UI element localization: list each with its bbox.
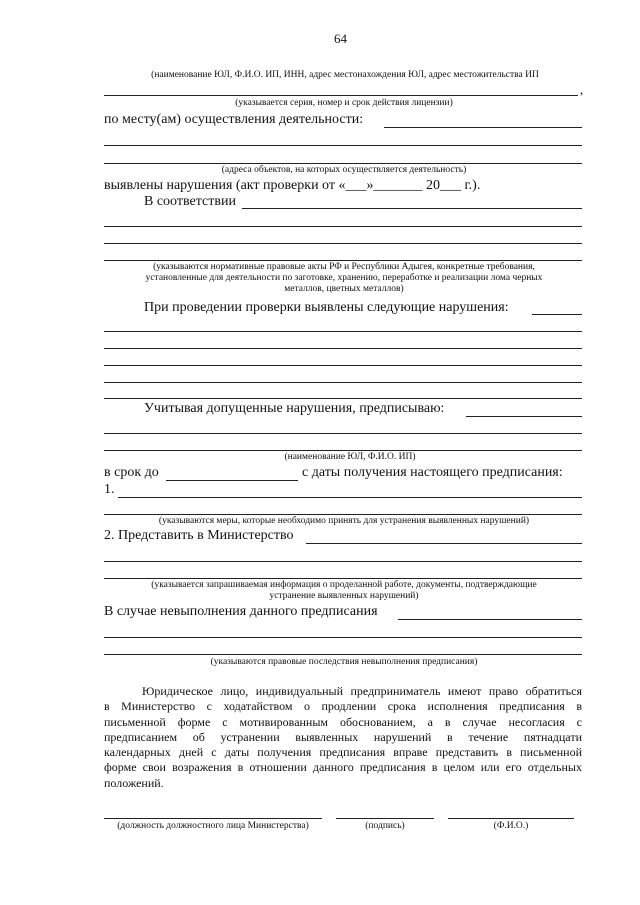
deadline-prefix: в срок до (104, 465, 159, 480)
item-1-label: 1. (104, 482, 115, 497)
caption-objects: (адреса объектов, на которых осуществляется деятельность) (221, 165, 467, 175)
rights-line-4: предписанием об устранении выявленных нарушений в течение пятнадцати (104, 729, 582, 744)
noncompliance-field-line-3[interactable] (104, 654, 582, 655)
prescribe-field-line-2[interactable] (104, 433, 582, 434)
inspection-field-line-2[interactable] (104, 331, 582, 332)
item-2-field-line-3[interactable] (104, 578, 582, 579)
rights-line-3: письменной форме с мотивированным обоснованием, а в случае несогласия с (104, 714, 582, 729)
place-field-line-2[interactable] (104, 145, 582, 146)
inspection-field-line-6[interactable] (104, 398, 582, 399)
accordance-field-line-2[interactable] (104, 226, 582, 227)
item-2-field-line-2[interactable] (104, 561, 582, 562)
caption-acts-3: металлов, цветных металлов) (284, 284, 404, 294)
inspection-field-line-1[interactable] (532, 314, 582, 315)
caption-measures: (указываются меры, которые необходимо принять для устранения выявленных нарушений) (158, 516, 530, 526)
rights-line-7: положений. (104, 775, 164, 790)
accordance-field-line-3[interactable] (104, 243, 582, 244)
deadline-date-field[interactable] (166, 480, 298, 481)
signature-sign-line[interactable] (336, 818, 434, 819)
caption-acts-1: (указываются нормативные правовые акты РФ и Республики Адыгея, конкретные требования, (153, 262, 535, 272)
signature-position-line[interactable] (104, 818, 322, 819)
caption-info-2: устранение выявленных нарушений) (269, 591, 419, 601)
rights-line-5: календарных дней с даты получения предписания вправе представить в письменной (104, 745, 582, 760)
place-label: по месту(ам) осуществления деятельности: (104, 112, 364, 127)
caption-acts-2: установленные для деятельности по заготовке, хранению, переработке и реализации лома черных (145, 273, 543, 283)
caption-signature-name: (Ф.И.О.) (493, 821, 529, 831)
prescribe-field-line-1[interactable] (466, 416, 582, 417)
rights-line-1: Юридическое лицо, индивидуальный предприниматель имеют право обратиться (142, 684, 582, 698)
place-field-line-3[interactable] (104, 163, 582, 164)
caption-signature: (подпись) (365, 821, 405, 831)
rights-line-6: форме свои возражения в отношении данного предписания в целом или его отдельных (104, 760, 582, 775)
caption-organization: (наименование ЮЛ, Ф.И.О. ИП, ИНН, адрес местонахождения ЮЛ, адрес местожительства ИП (151, 70, 539, 80)
inspection-field-line-4[interactable] (104, 365, 582, 366)
item-2-field-line-1[interactable] (306, 543, 582, 544)
noncompliance-field-line-2[interactable] (104, 637, 582, 638)
accordance-field-line-4[interactable] (104, 260, 582, 261)
caption-info-1: (указывается запрашиваемая информация о проделанной работе, документы, подтверждающие (151, 580, 537, 590)
item-2-label: 2. Представить в Министерство (104, 528, 294, 543)
accordance-field-line-1[interactable] (242, 208, 582, 209)
page-number: 64 (334, 31, 347, 46)
signature-name-line[interactable] (448, 818, 574, 819)
inspection-field-line-5[interactable] (104, 382, 582, 383)
item-1-field-line-2[interactable] (104, 514, 582, 515)
prescribe-field-line-3[interactable] (104, 450, 582, 451)
inspection-label: При проведении проверки выявлены следующие нарушения: (144, 300, 509, 315)
caption-name: (наименование ЮЛ, Ф.И.О. ИП) (284, 452, 416, 462)
rights-paragraph (104, 684, 582, 791)
caption-license: (указывается серия, номер и срок действия лицензии) (235, 98, 453, 108)
accordance-label: В соответствии (144, 194, 236, 209)
caption-signature-position: (должность должностного лица Министерства) (117, 821, 309, 831)
place-field-line-1[interactable] (384, 127, 582, 128)
violations-text: выявлены нарушения (акт проверки от «___»_______ 20___ г.). (104, 178, 481, 193)
inspection-field-line-3[interactable] (104, 348, 582, 349)
org-field-line[interactable] (104, 95, 578, 96)
noncompliance-label: В случае невыполнения данного предписания (104, 604, 378, 619)
rights-line-2: в Министерство с ходатайством о продлении срока исполнения предписания в (104, 699, 582, 714)
deadline-suffix: с даты получения настоящего предписания: (302, 465, 563, 480)
caption-consequences: (указываются правовые последствия невыполнения предписания) (210, 657, 478, 667)
item-1-field-line-1[interactable] (118, 497, 582, 498)
org-comma: , (580, 82, 584, 97)
noncompliance-field-line-1[interactable] (398, 619, 582, 620)
prescribe-label: Учитывая допущенные нарушения, предписываю: (144, 401, 445, 416)
